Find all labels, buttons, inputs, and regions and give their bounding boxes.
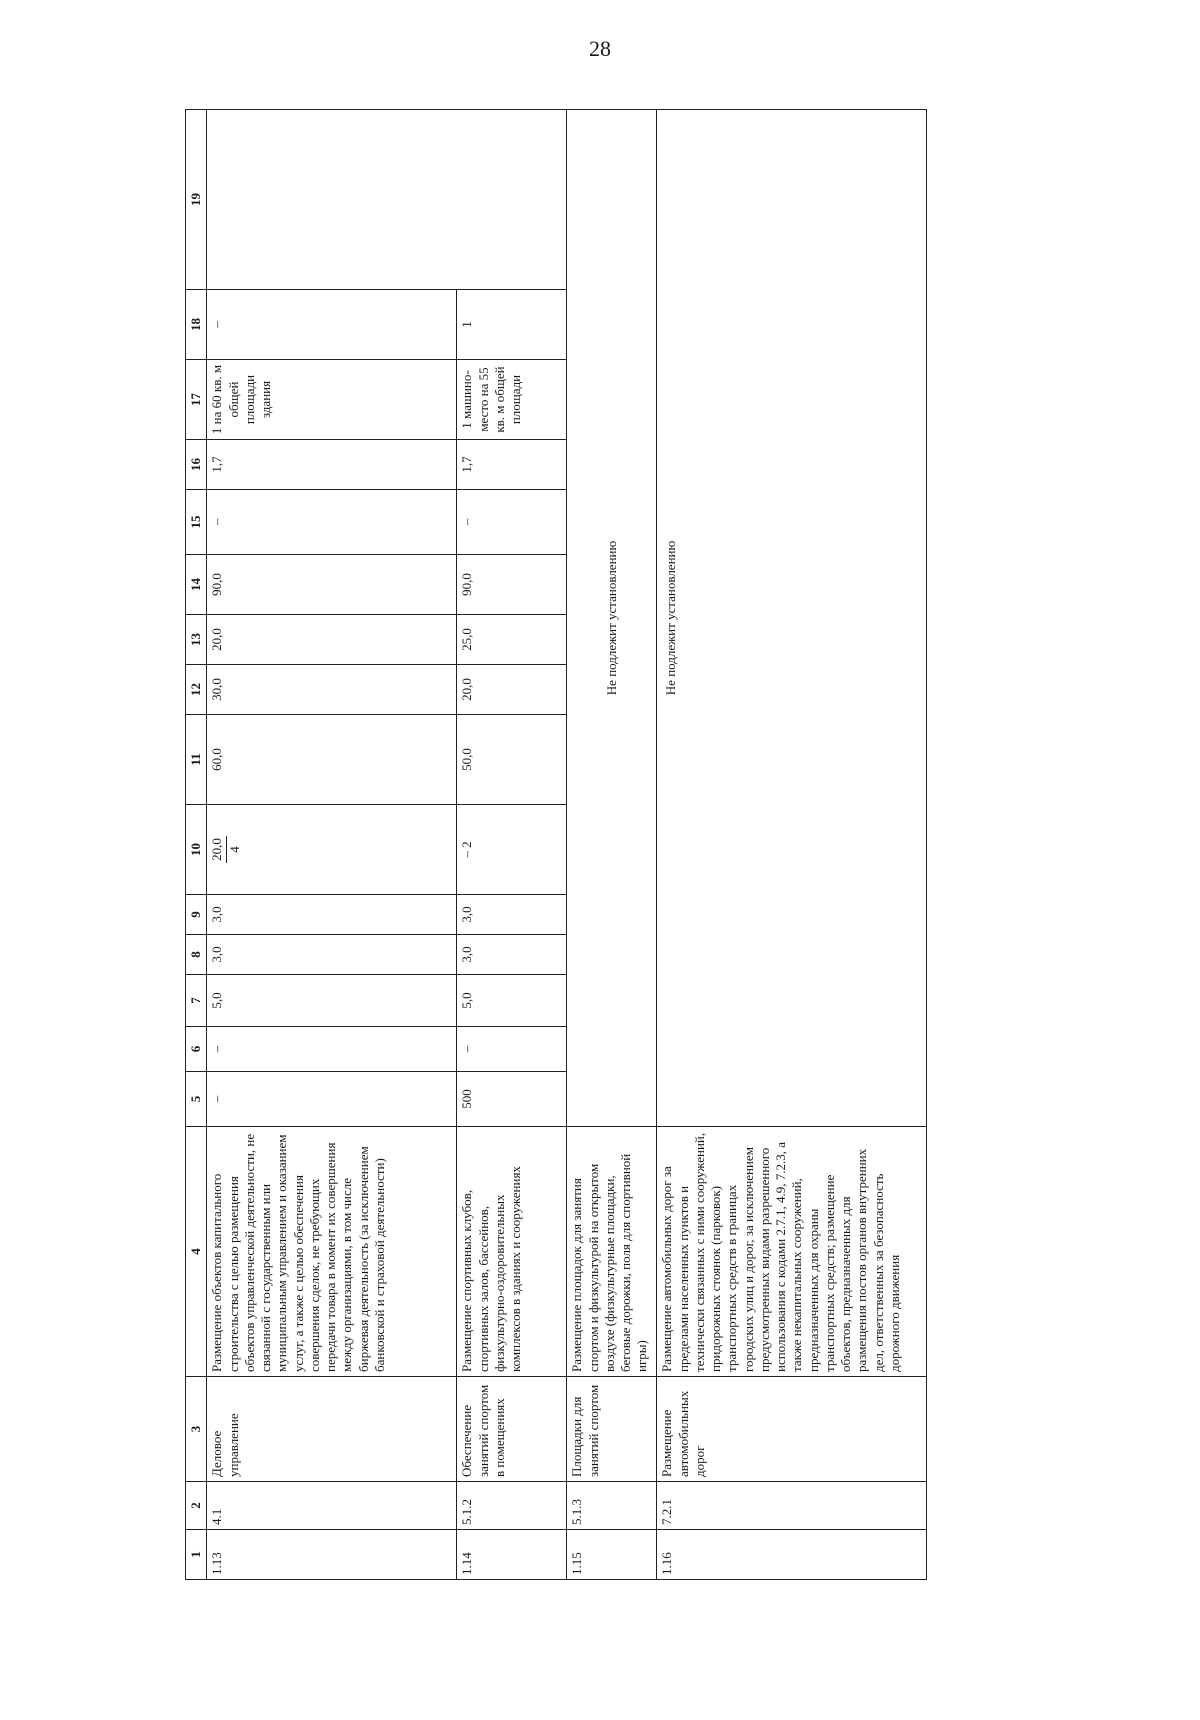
cell: 3,0: [207, 935, 457, 975]
col-header: 7: [186, 975, 207, 1027]
fraction-denominator: 4: [226, 846, 242, 853]
col-header: 3: [186, 1377, 207, 1482]
col-header: 15: [186, 490, 207, 555]
cell: 20,0: [207, 615, 457, 665]
use-name: Размещение автомобильных дорог: [657, 1377, 927, 1482]
use-description: Размещение автомобильных дорог за пределами населенных пунктов и технически связанных с ними сооружений, придорожных стоянок (парковок) транспортных средств в границах городских улиц и дорог, за исключением предусмотренных видами разрешенного использования с кодами 2.7.1, 4.9, 7.2.3, а также некапитальных сооружений, предназначенных для охраны транспортных средств; размещение объектов, предназначенных для размещения постов органов внутренних дел, ответственных за безопасность дорожного движения: [657, 1127, 927, 1377]
col-header: 16: [186, 440, 207, 490]
row-number: 1.16: [657, 1530, 927, 1580]
fraction: [209, 836, 243, 863]
use-code: 5.1.3: [567, 1482, 657, 1530]
use-name: Деловое управление: [207, 1377, 457, 1482]
col-header: 1: [186, 1530, 207, 1580]
col-header: 10: [186, 805, 207, 895]
use-name: Площадки для занятий спортом: [567, 1377, 657, 1482]
cell: 20,0: [457, 665, 567, 715]
use-code: 7.2.1: [657, 1482, 927, 1530]
cell: 90,0: [457, 555, 567, 615]
cell: –: [207, 1027, 457, 1072]
col-header: 13: [186, 615, 207, 665]
cell: 1: [457, 290, 567, 360]
use-description: Размещение площадок для занятия спортом и физкультурой на открытом воздухе (физкультурные площадки, беговые дорожки, поля для спортивной игры): [567, 1127, 657, 1377]
fraction-numerator: 20,0: [209, 836, 226, 863]
col-header: 19: [186, 110, 207, 290]
cell: 1,7: [207, 440, 457, 490]
cell: 1,7: [457, 440, 567, 490]
table-row: [657, 110, 927, 1580]
col-header: 4: [186, 1127, 207, 1377]
rotated-table-wrapper: [185, 110, 985, 1580]
cell: 50,0: [457, 715, 567, 805]
cell: 90,0: [207, 555, 457, 615]
col-header: 5: [186, 1072, 207, 1127]
cell: –: [207, 1072, 457, 1127]
cell: 30,0: [207, 665, 457, 715]
cell: 3,0: [207, 895, 457, 935]
cell: –: [457, 490, 567, 555]
col-header: 2: [186, 1482, 207, 1530]
use-description: Размещение объектов капитального строительства с целью размещения объектов управленческой деятельности, не связанной с государственным или муниципальным управлением и оказанием услуг, а также с целью обеспечения совершения сделок, не требующих передачи товара в момент их совершения между организациями, в том числе биржевая деятельность (за исключением банковской и страховой деятельности): [207, 1127, 457, 1377]
cell: 3,0: [457, 895, 567, 935]
col-header: 17: [186, 360, 207, 440]
header-row: [186, 110, 207, 1580]
col-header: 18: [186, 290, 207, 360]
merged-not-established: Не подлежит установлению: [657, 110, 927, 1127]
col-header: 9: [186, 895, 207, 935]
cell: [207, 110, 567, 290]
table-row: [207, 110, 457, 1580]
parking-norm: 1 на 60 кв. м общей площади здания: [207, 360, 457, 440]
parking-norm: 1 машино-место на 55 кв. м общей площади: [457, 360, 567, 440]
cell: 500: [457, 1072, 567, 1127]
row-number: 1.14: [457, 1530, 567, 1580]
use-code: 4.1: [207, 1482, 457, 1530]
cell: 5,0: [457, 975, 567, 1027]
cell: 3,0: [457, 935, 567, 975]
use-description: Размещение спортивных клубов, спортивных залов, бассейнов, физкультурно-оздоровительных комплексов в зданиях и сооружениях: [457, 1127, 567, 1377]
fraction-cell: [207, 805, 457, 895]
cell: –: [457, 1027, 567, 1072]
use-code: 5.1.2: [457, 1482, 567, 1530]
col-header: 11: [186, 715, 207, 805]
table-row: [457, 110, 567, 1580]
table-row: [567, 110, 657, 1580]
merged-not-established: Не подлежит установлению: [567, 110, 657, 1127]
cell: – 2: [457, 805, 567, 895]
cell: 25,0: [457, 615, 567, 665]
col-header: 8: [186, 935, 207, 975]
use-name: Обеспечение занятий спортом в помещениях: [457, 1377, 567, 1482]
col-header: 6: [186, 1027, 207, 1072]
col-header: 12: [186, 665, 207, 715]
cell: 60,0: [207, 715, 457, 805]
cell: –: [207, 490, 457, 555]
cell: 5,0: [207, 975, 457, 1027]
row-number: 1.13: [207, 1530, 457, 1580]
row-number: 1.15: [567, 1530, 657, 1580]
page-number: 28: [589, 36, 611, 61]
cell: –: [207, 290, 457, 360]
col-header: 14: [186, 555, 207, 615]
land-use-table: [185, 109, 927, 1580]
